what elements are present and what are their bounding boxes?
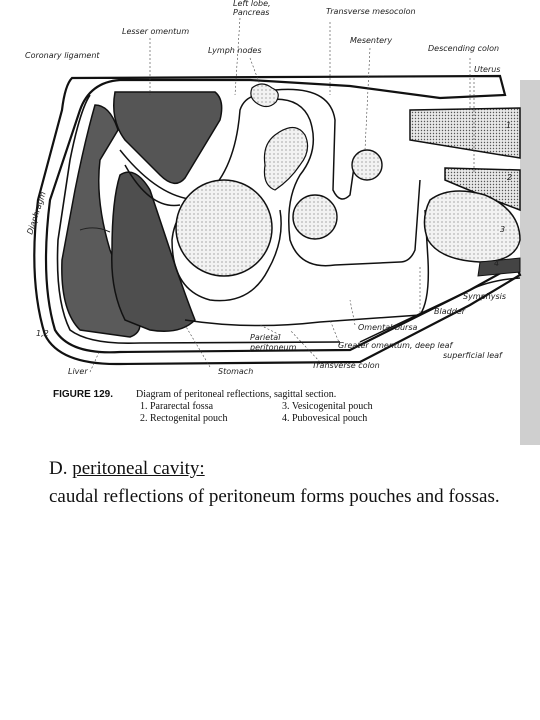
label-left-lobe: Left lobe, (233, 0, 271, 8)
descending-colon (410, 108, 520, 158)
label-symphysis: Symphysis (463, 292, 507, 301)
slide-heading (49, 455, 519, 483)
label-lesser-omentum: Lesser omentum (122, 27, 190, 36)
slide-text (49, 455, 519, 511)
caption-item-3: 3. Vesicogenital pouch (282, 401, 373, 412)
pouch-number-2: 2 (507, 173, 513, 182)
liver-upper-lobe (114, 92, 222, 183)
transverse-colon (176, 180, 272, 276)
label-uterus: Uterus (474, 65, 501, 74)
pouch-number-4: 4 (494, 259, 500, 268)
caption-item-4: 4. Pubovesical pouch (282, 413, 368, 424)
heading-prefix: D. (49, 458, 73, 479)
label-superficial-leaf: superficial leaf (443, 351, 502, 360)
label-descending-colon: Descending colon (428, 44, 500, 53)
transverse-mesocolon-loop (265, 99, 420, 266)
pouch-number-1-2: 1,2 (36, 329, 49, 338)
figure-caption (53, 389, 373, 424)
caption-item-1: 1. Pararectal fossa (140, 401, 214, 412)
label-stomach: Stomach (218, 367, 254, 376)
label-omental-bursa: Omental bursa (358, 323, 418, 332)
caption-item-2: 2. Rectogenital pouch (140, 413, 228, 424)
label-liver: Liver (68, 367, 88, 376)
small-intestine-loop (293, 195, 337, 239)
pancreas (264, 128, 307, 191)
label-coronary-ligament: Coronary ligament (25, 51, 100, 60)
label-mesentery: Mesentery (350, 36, 393, 45)
label-greater-omentum: Greater omentum, deep leaf (338, 341, 453, 350)
label-bladder: Bladder (434, 307, 465, 316)
label-transverse-colon: Transverse colon (312, 361, 380, 370)
jejunum-loop (352, 150, 382, 180)
pouch-number-1: 1 (506, 121, 512, 130)
page-edge (520, 80, 540, 445)
label-parietal: Parietal (250, 333, 281, 342)
label-transverse-mesocolon: Transverse mesocolon (326, 7, 416, 16)
lymph-nodes (251, 84, 278, 107)
label-pancreas: Pancreas (233, 8, 270, 17)
label-lymph-nodes: Lymph nodes (208, 46, 262, 55)
caption-figure-number: FIGURE 129. (53, 389, 114, 400)
caption-title: Diagram of peritoneal reflections, sagittal section. (136, 389, 337, 400)
label-peritoneum: peritoneum (250, 343, 297, 352)
label-diaphragm: Diaphragm (25, 190, 48, 236)
pouch-number-3: 3 (500, 225, 506, 234)
slide-body: caudal reflections of peritoneum forms pouches and fossas. (49, 486, 500, 507)
heading-title: peritoneal cavity: (72, 458, 205, 479)
